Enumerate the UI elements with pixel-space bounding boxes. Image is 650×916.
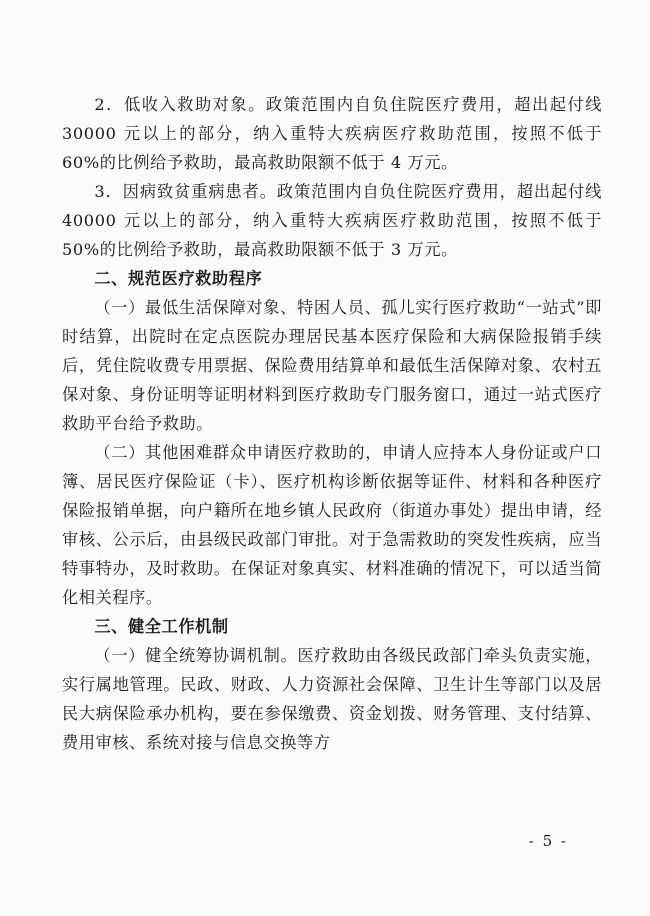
paragraph-poverty-illness: 3．因病致贫重病患者。政策范围内自负住院医疗费用，超出起付线 40000 元以上的部分，纳入重特大疾病医疗救助范围，按照不低于 50%的比例给予救助，最高救助限额不低于 3 万元。: [62, 182, 602, 259]
paragraph-low-income: 2．低收入救助对象。政策范围内自负住院医疗费用，超出起付线 30000 元以上的部分，纳入重特大疾病医疗救助范围，按照不低于 60%的比例给予救助，最高救助限额不低于 4 万元。: [62, 95, 602, 172]
page-number: - 5 -: [528, 832, 568, 850]
section-heading-3: 三、健全工作机制: [94, 617, 229, 636]
body-text: [62, 90, 602, 757]
paragraph-coordination: （一）健全统筹协调机制。医疗救助由各级民政部门牵头负责实施，实行属地管理。民政、财政、人力资源社会保障、卫生计生等部门以及居民大病保险承办机构，要在参保缴费、资金划拨、财务管理、支付结算、费用审核、系统对接与信息交换等方: [62, 646, 602, 752]
paragraph-one-stop: （一）最低生活保障对象、特困人员、孤儿实行医疗救助“一站式”即时结算，出院时在定点医院办理居民基本医疗保险和大病保险报销手续后，凭住院收费专用票据、保险费用结算单和最低生活保障对象、农村五保对象、身份证明等证明材料到医疗救助专门服务窗口，通过一站式医疗救助平台给予救助。: [62, 298, 602, 433]
section-heading-2: 二、规范医疗救助程序: [94, 269, 263, 288]
paragraph-application: （二）其他困难群众申请医疗救助的，申请人应持本人身份证或户口簿、居民医疗保险证（卡）、医疗机构诊断依据等证件、材料和各种医疗保险报销单据，向户籍所在地乡镇人民政府（街道办事处）提出申请，经审核、公示后，由县级民政部门审批。对于急需救助的突发性疾病，应当特事特办，及时救助。在保证对象真实、材料准确的情况下，可以适当简化相关程序。: [62, 443, 602, 607]
